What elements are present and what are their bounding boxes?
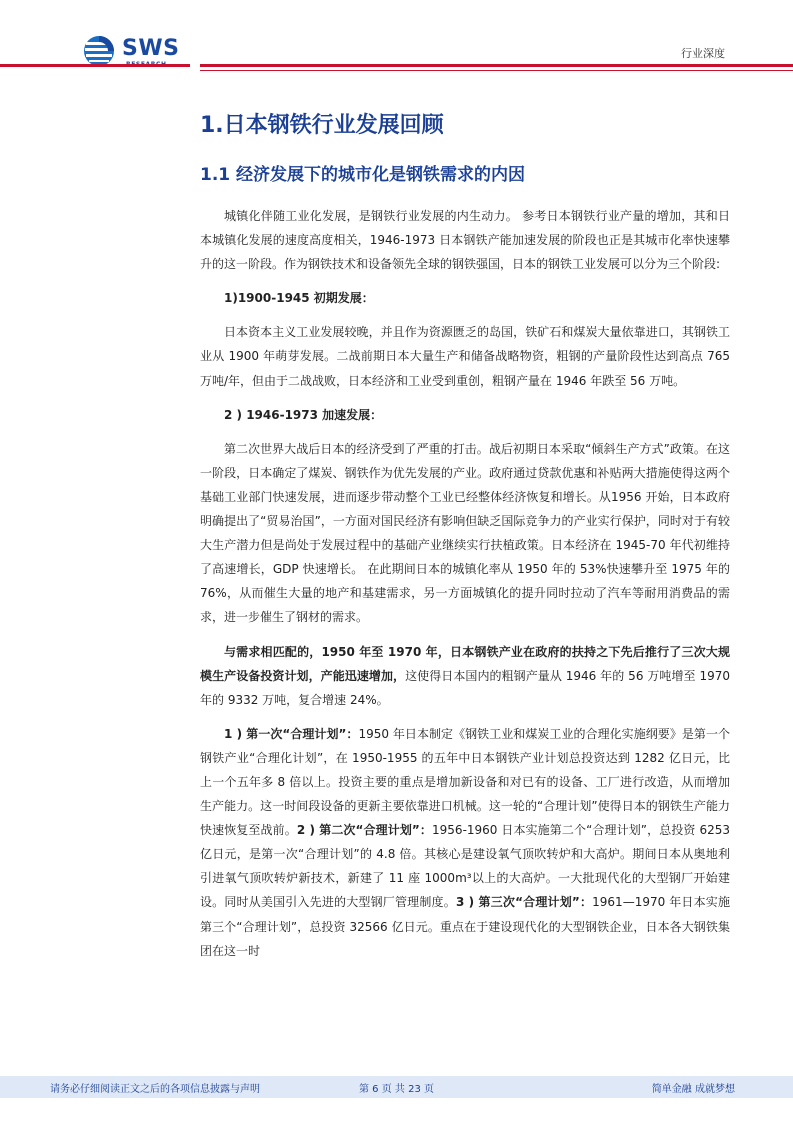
- plan1-label: 1 ) 第一次“合理计划”：: [224, 726, 359, 741]
- paragraph-stage1: 日本资本主义工业发展较晚，并且作为资源匮乏的岛国，铁矿石和煤炭大量依靠进口，其钢铁工业从 1900 年萌芽发展。二战前期日本大量生产和储备战略物资，粗钢的产量阶段性达到高点 765 万吨/年，但由于二战战败，日本经济和工业受到重创，粗钢产量在 1946 年跌至 56 万吨。: [200, 325, 730, 388]
- capacity-bold: 与需求相匹配的，1950 年至 1970 年，日本钢铁产业在政府的扶持之下先后推行了三次大规模生产设备投资计划，产能迅速增加，: [200, 644, 730, 683]
- body-text: [200, 204, 730, 973]
- subsection-heading: 1.1 经济发展下的城市化是钢铁需求的内因: [200, 165, 526, 185]
- stage2-title: 2 ) 1946-1973 加速发展：: [224, 407, 383, 422]
- page-number: 第 6 页 共 23 页: [359, 1084, 434, 1095]
- page-footer: [0, 1076, 793, 1098]
- stage1-title: 1)1900-1945 初期发展：: [224, 291, 374, 306]
- plan2-text: 1956-1960 日本实施第二个“合理计划”，总投资 6253 亿日元，是第一次“合理计划”的 4.8 倍。其核心是建设氧气顶吹转炉和大高炉。期间日本从奥地利引进氧气顶吹转炉新技术，新建了 11 座 1000m³以上的大高炉。一大批现代化的大型钢厂开始建设。同时从美国引入先进的大型钢厂管理制度。: [200, 823, 730, 910]
- page-header: [0, 0, 793, 80]
- paragraph-stage2: 第二次世界大战后日本的经济受到了严重的打击。战后初期日本采取“倾斜生产方式”政策。在这一阶段，日本确定了煤炭、钢铁作为优先发展的产业。政府通过贷款优惠和补贴两大措施使得这两个基础工业部门快速发展，进而逐步带动整个工业已经整体经济恢复和增长。从1956 开始，日本政府明确提出了“贸易治国”，一方面对国民经济有影响但缺乏国际竞争力的产业实行保护，同时对于有较大生产潜力但是尚处于发展过程中的基础产业继续实行扶植政策。日本经济在 1945-70 年代初维持了高速增长，GDP 快速增长。 在此期间日本的城镇化率从 1950 年的 53%快速攀升至 1975 年的 76%，从而催生大量的地产和基建需求，另一方面城镇化的提升同时拉动了汽车等耐用消费品的需求，进一步催生了钢材的需求。: [200, 441, 730, 625]
- plan2-label: 2 ) 第二次“合理计划”：: [296, 823, 433, 838]
- plan1-text: 1950 年日本制定《钢铁工业和煤炭工业的合理化实施纲要》是第一个钢铁产业“合理化计划”，在 1950-1955 的五年中日本钢铁产业计划总投资达到 1282 亿日元，比上一个五年多 8 倍以上。投资主要的重点是增加新设备和对已有的设备、工厂进行改造，从而增加生产能力。这一时间段设备的更新主要依靠进口机械。这一轮的“合理计划”使得日本的钢铁生产能力快速恢复至战前。: [200, 726, 731, 838]
- plan3-label: 3 ) 第三次“合理计划”：: [455, 895, 593, 910]
- header-rule-left: [0, 64, 190, 67]
- capacity-rest: 这使得日本国内的粗钢产量从 1946 年的 56 万吨增至 1970 年的 9332 万吨，复合增速 24%。: [200, 668, 730, 707]
- logo-wordmark: SWS: [122, 36, 180, 61]
- report-type-label: 行业深度: [681, 47, 725, 60]
- footer-disclaimer: 请务必仔细阅读正文之后的各项信息披露与声明: [50, 1084, 260, 1095]
- sws-logo-icon: [82, 34, 120, 68]
- header-rule-right-thin: [200, 70, 793, 71]
- paragraph-intro: 城镇化伴随工业化发展，是钢铁行业发展的内生动力。 参考日本钢铁行业产量的增加，其和日本城镇化发展的速度高度相关，1946-1973 日本钢铁产能加速发展的阶段也正是其城市化率快速攀升的这一阶段。作为钢铁技术和设备领先全球的钢铁强国，日本的钢铁工业发展可以分为三个阶段:: [200, 209, 730, 272]
- footer-slogan: 简单金融 成就梦想: [651, 1084, 735, 1095]
- paragraph-plans: [200, 722, 730, 963]
- section-heading: 1.日本钢铁行业发展回顾: [200, 113, 444, 138]
- header-rule-right: [200, 64, 793, 67]
- paragraph-capacity: [200, 640, 730, 712]
- plan3-text: 1961—1970 年日本实施第三个“合理计划”，总投资 32566 亿日元。重点在于建设现代化的大型钢铁企业，日本各大钢铁集团在这一时: [200, 895, 730, 958]
